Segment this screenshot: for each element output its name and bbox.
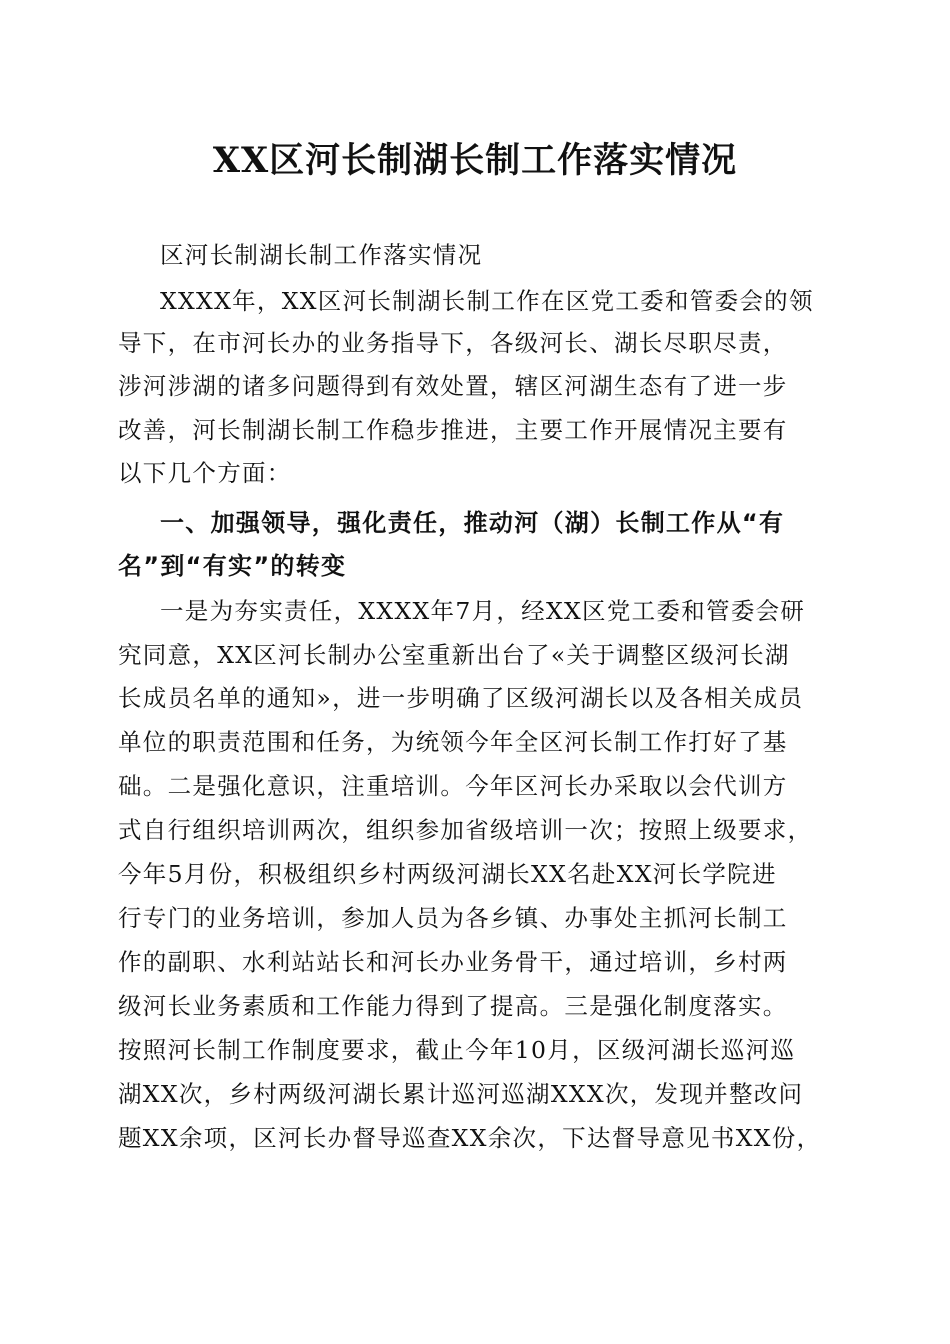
paragraph-line: 究同意，XX区河长制办公室重新出台了«关于调整区级河长湖 — [118, 641, 790, 669]
section-heading: 名”到“有实”的转变 — [118, 552, 347, 580]
paragraph-line: 行专门的业务培训，参加人员为各乡镇、办事处主抓河长制工 — [118, 904, 788, 932]
paragraph-line: 题XX余项，区河长办督导巡查XX余次，下达督导意见书XX份， — [118, 1124, 822, 1152]
paragraph-line: 改善，河长制湖长制工作稳步推进，主要工作开展情况主要有 — [118, 416, 788, 444]
paragraph-line: 础。二是强化意识，注重培训。今年区河长办采取以会代训方 — [118, 772, 788, 800]
paragraph-line: 湖XX次，乡村两级河湖长累计巡河巡湖XXX次，发现并整改问 — [118, 1080, 804, 1108]
paragraph-line: 导下，在市河长办的业务指导下，各级河长、湖长尽职尽责， — [118, 329, 788, 357]
document-title: XX区河长制湖长制工作落实情况 — [212, 140, 738, 181]
paragraph-line: 涉河涉湖的诸多问题得到有效处置，辖区河湖生态有了进一步 — [118, 372, 788, 400]
paragraph-line: XXXX年，XX区河长制湖长制工作在区党工委和管委会的领 — [160, 287, 814, 315]
paragraph-line: 按照河长制工作制度要求，截止今年10月，区级河湖长巡河巡 — [118, 1036, 796, 1064]
section-heading: 一、加强领导，强化责任，推动河（湖）长制工作从“有 — [160, 509, 785, 537]
paragraph-line: 以下几个方面： — [118, 459, 292, 487]
paragraph-line: 级河长业务素质和工作能力得到了提高。三是强化制度落实。 — [118, 992, 788, 1020]
paragraph-line: 今年5月份，积极组织乡村两级河湖长XX名赴XX河长学院进 — [118, 860, 777, 888]
subtitle-line: 区河长制湖长制工作落实情况 — [160, 241, 483, 269]
paragraph-line: 单位的职责范围和任务，为统领今年全区河长制工作打好了基 — [118, 728, 788, 756]
paragraph-line: 长成员名单的通知»，进一步明确了区级河湖长以及各相关成员 — [118, 684, 804, 712]
paragraph-line: 作的副职、水利站站长和河长办业务骨干，通过培训，乡村两 — [118, 948, 788, 976]
paragraph-line: 一是为夯实责任，XXXX年7月，经XX区党工委和管委会研 — [160, 597, 806, 625]
paragraph-line: 式自行组织培训两次，组织参加省级培训一次；按照上级要求， — [118, 816, 813, 844]
